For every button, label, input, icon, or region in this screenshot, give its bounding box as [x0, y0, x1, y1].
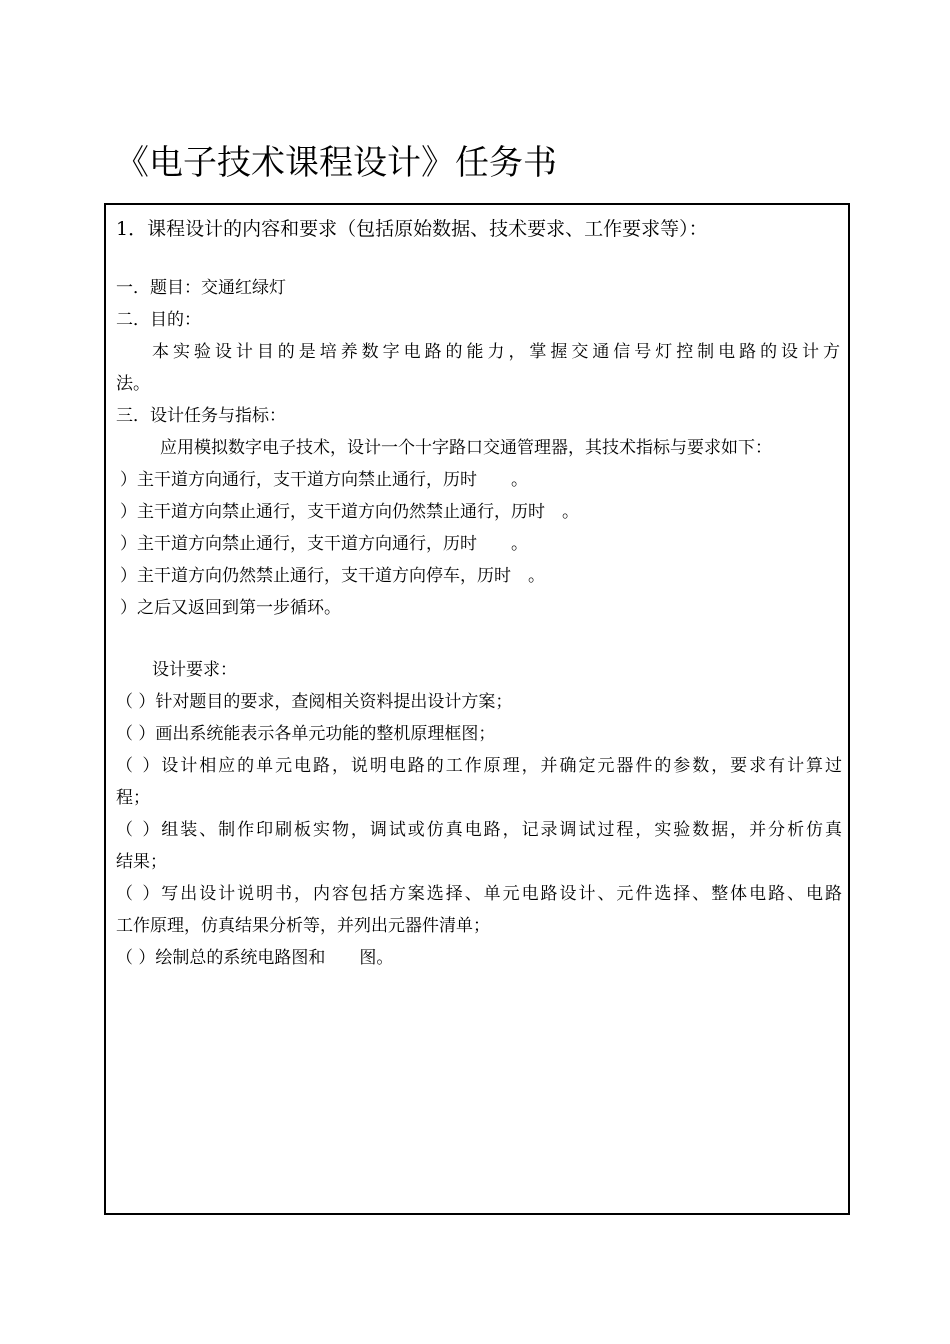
- section-heading: 1．课程设计的内容和要求（包括原始数据、技术要求、工作要求等）：: [116, 218, 708, 240]
- requirement-6: （ ）绘制总的系统电路图和 图。: [116, 948, 394, 968]
- requirement-5: （ ）写出设计说明书，内容包括方案选择、单元电路设计、元件选择、整体电路、电路: [116, 884, 842, 904]
- task-intro: 应用模拟数字电子技术，设计一个十字路口交通管理器，其技术指标与要求如下：: [160, 438, 772, 458]
- requirement-2: （ ）画出系统能表示各单元功能的整机原理框图；: [116, 724, 496, 744]
- purpose-heading: 二．目的：: [116, 310, 201, 330]
- document-title: 《电子技术课程设计》任务书: [115, 143, 557, 183]
- task-step-5: ）之后又返回到第一步循环。: [120, 598, 341, 618]
- topic-line: 一．题目：交通红绿灯: [116, 278, 286, 298]
- requirement-1: （ ）针对题目的要求，查阅相关资料提出设计方案；: [116, 692, 513, 712]
- task-step-1: ）主干道方向通行，支干道方向禁止通行，历时 。: [120, 470, 528, 490]
- purpose-text: 本实验设计目的是培养数字电路的能力，掌握交通信号灯控制电路的设计方: [152, 342, 840, 362]
- task-step-2: ）主干道方向禁止通行，支干道方向仍然禁止通行，历时 。: [120, 502, 579, 522]
- requirement-4: （ ）组装、制作印刷板实物，调试或仿真电路，记录调试过程，实验数据，并分析仿真: [116, 820, 842, 840]
- requirement-3: （ ）设计相应的单元电路，说明电路的工作原理，并确定元器件的参数，要求有计算过: [116, 756, 842, 776]
- task-heading: 三．设计任务与指标：: [116, 406, 286, 426]
- requirement-5-continued: 工作原理，仿真结果分析等，并列出元器件清单；: [116, 916, 490, 936]
- requirement-3-continued: 程；: [116, 788, 150, 808]
- task-step-3: ）主干道方向禁止通行，支干道方向通行，历时 。: [120, 534, 528, 554]
- requirement-4-continued: 结果；: [116, 852, 167, 872]
- task-step-4: ）主干道方向仍然禁止通行，支干道方向停车，历时 。: [120, 566, 545, 586]
- requirements-heading: 设计要求：: [152, 660, 237, 680]
- purpose-text-continued: 法。: [116, 374, 150, 394]
